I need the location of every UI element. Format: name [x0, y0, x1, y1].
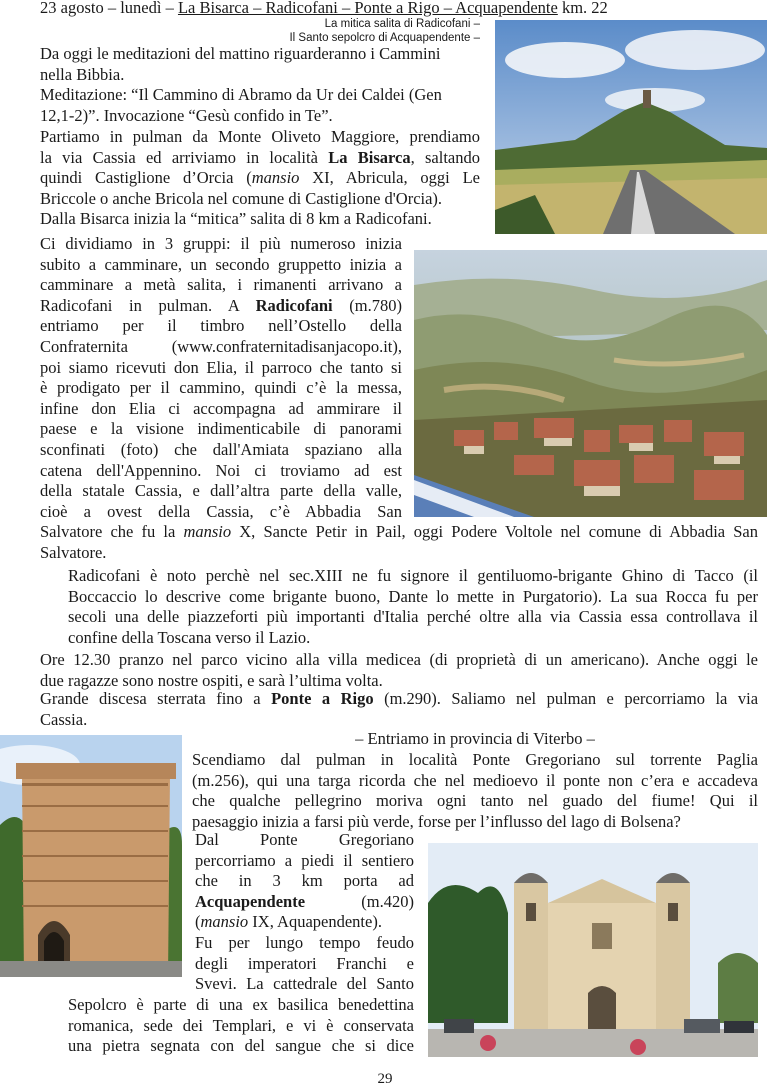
text-line: paesaggio inizia a farsi più verde, forse per l’influsso del lago di Bolsena? — [192, 811, 681, 831]
text-line: Radicofani è noto perchè nel sec.XIII ne fu signore il gentiluomo-brigante Ghino di Tacco (il — [68, 566, 758, 585]
text-line: camminare a metà salita, i rimanenti arrivano a — [40, 275, 402, 295]
text-line: Partiamo in pulman da Monte Oliveto Maggiore, prendiamo — [40, 127, 480, 146]
text-line: confine della Toscana verso il Lazio. — [68, 627, 311, 647]
header-route: La Bisarca – Radicofani – Ponte a Rigo – Acquapendente — [177, 0, 558, 17]
text-line: Salvatore. — [40, 542, 107, 562]
text-line — [195, 892, 414, 913]
text-line: della statale Cassia, e dall’altra parte della valle, — [40, 481, 402, 501]
text-line: Da oggi le meditazioni del mattino riguarderanno i Cammini — [40, 44, 441, 63]
caption-line-1: La mitica salita di Radicofani – — [324, 18, 480, 30]
text-line: paese e la visione indimenticabile di panorami — [40, 419, 402, 439]
latin-mansio: mansio — [200, 912, 249, 932]
text-line: poi siamo ricevuti don Elia, il parroco che tanto si — [40, 357, 402, 377]
paragraph-groups-continued — [40, 522, 758, 563]
text-line: romanica, sede dei Templari, e vi è conservata — [68, 1015, 414, 1035]
text-line: Boccaccio lo descrive come brigante buono, Dante lo mette in Purgatorio). La sua Rocca fu per — [68, 586, 758, 606]
text-line: Svevi. La cattedrale del Santo — [195, 974, 414, 994]
radicofani-panorama-photo — [414, 250, 767, 517]
text-segment: quindi Castiglione d’Orcia ( — [40, 168, 252, 188]
text-line — [40, 522, 758, 543]
text-segment: Radicofani in pulman. A — [40, 295, 256, 315]
text-line: cioè a ovest della Cassia, c’è Abbadia San — [40, 501, 402, 521]
latin-mansio: mansio — [251, 168, 300, 188]
text-line: Cassia. — [40, 709, 88, 729]
radicofani-hill-photo — [495, 20, 767, 234]
paragraph-acquapendente-continued — [68, 995, 414, 1057]
text-line: Dalla Bisarca inizia la “mitica” salita di 8 km a Radicofani. — [40, 209, 432, 229]
place-la-bisarca: La Bisarca — [328, 147, 411, 167]
text-line: che qualche pellegrino moriva ogni tanto nel guado del fiume! Qui il — [192, 791, 758, 811]
text-line: subito a camminare, un secondo gruppetto inizia a — [40, 254, 402, 274]
header-caption — [200, 17, 480, 45]
latin-mansio: mansio — [183, 522, 232, 541]
text-segment: Grande discesa sterrata fino a — [40, 689, 272, 708]
text-segment: , saltando — [410, 147, 480, 167]
text-line: Sepolcro è parte di una ex basilica benedettina — [68, 995, 414, 1014]
page-header — [40, 0, 740, 19]
text-line: Ci dividiamo in 3 gruppi: il più numeroso inizia — [40, 234, 402, 253]
paragraph-ponte-a-rigo — [40, 689, 758, 730]
section-subheading: – Entriamo in provincia di Viterbo – — [355, 729, 595, 748]
text-line: nella Bibbia. — [40, 64, 125, 84]
text-line: è prodigato per il cammino, quindi c’è la messa, — [40, 378, 402, 398]
text-line: (m.256), qui una targa ricorda che nel medioevo il ponte non c’era e accadeva — [192, 770, 758, 790]
text-line: infine don Elia ci accompagna ad ammirare il — [40, 398, 402, 418]
text-line — [40, 168, 480, 189]
text-segment: Salvatore che fu la — [40, 522, 184, 541]
tower-photo — [0, 735, 182, 977]
caption-line-2: Il Santo sepolcro di Acquapendente – — [289, 32, 480, 44]
paragraph-acquapendente — [195, 830, 414, 995]
text-line: Meditazione: “Il Cammino di Abramo da Ur dei Caldei (Gen — [40, 85, 442, 105]
text-line: Ore 12.30 pranzo nel parco vicino alla villa medicea (di proprietà di un americano). Anche oggi le — [40, 650, 758, 669]
text-line: che in 3 km porta ad — [195, 871, 414, 891]
text-line: una pietra segnata con del sangue che si dice — [68, 1036, 414, 1056]
cathedral-photo — [428, 843, 758, 1057]
text-line: 12,1-2)”. Invocazione “Gesù confido in Te”. — [40, 105, 333, 125]
header-km: km. 22 — [557, 0, 608, 17]
text-segment: (m.420) — [305, 891, 414, 911]
text-line — [40, 148, 480, 169]
text-line: entriamo per il timbro nell’Ostello della — [40, 316, 402, 336]
text-line: Briccole o anche Bricola nel comune di Castiglione d'Orcia). — [40, 188, 443, 208]
header-date: 23 agosto – lunedì – — [40, 0, 178, 17]
text-segment: IX, Aquapendente). — [248, 912, 382, 932]
text-line — [40, 296, 402, 317]
paragraph-lunch — [40, 650, 758, 691]
text-line: degli imperatori Franchi e — [195, 953, 414, 973]
text-line: percorriamo a piedi il sentiero — [195, 850, 414, 870]
text-line: Confraternita (www.confraternitadisanjacopo.it), — [40, 336, 402, 356]
paragraph-departure — [40, 127, 480, 230]
text-segment: X, Sancte Petir in Pail, oggi Podere Voltole nel comune di Abbadia San — [231, 522, 759, 541]
paragraph-meditation — [40, 44, 480, 126]
text-line: Dal Ponte Gregoriano — [195, 830, 414, 849]
text-line — [40, 689, 758, 710]
text-line: Scendiamo dal pulman in località Ponte Gregoriano sul torrente Paglia — [192, 750, 758, 769]
text-segment: XI, Abricula, oggi Le — [299, 168, 480, 188]
paragraph-groups — [40, 234, 402, 522]
text-line: secoli una delle piazzeforti più importanti d'Italia perché oltre alla via Cassia essa controllava il — [68, 607, 758, 627]
place-radicofani: Radicofani — [255, 295, 333, 315]
text-segment: ( — [195, 912, 201, 932]
page-number: 29 — [377, 1071, 393, 1087]
place-ponte-a-rigo: Ponte a Rigo — [271, 689, 374, 708]
text-line — [195, 912, 414, 933]
text-line: due ragazze sono nostre ospiti, e sarà l’ultima volta. — [40, 670, 383, 690]
paragraph-ghino-di-tacco — [68, 566, 758, 648]
text-segment: la via Cassia ed arriviamo in località — [40, 147, 329, 167]
text-segment: (m.290). Saliamo nel pulman e percorriamo la via — [373, 689, 759, 708]
text-line: sconfinati (foto) che dall'Amiata spaziano alla — [40, 439, 402, 459]
text-segment: (m.780) — [332, 295, 403, 315]
text-line: catena dell'Appennino. Noi ci troviamo ad est — [40, 460, 402, 480]
paragraph-ponte-gregoriano — [192, 750, 758, 832]
place-acquapendente: Acquapendente — [195, 891, 306, 911]
text-line: Fu per lungo tempo feudo — [195, 932, 414, 952]
